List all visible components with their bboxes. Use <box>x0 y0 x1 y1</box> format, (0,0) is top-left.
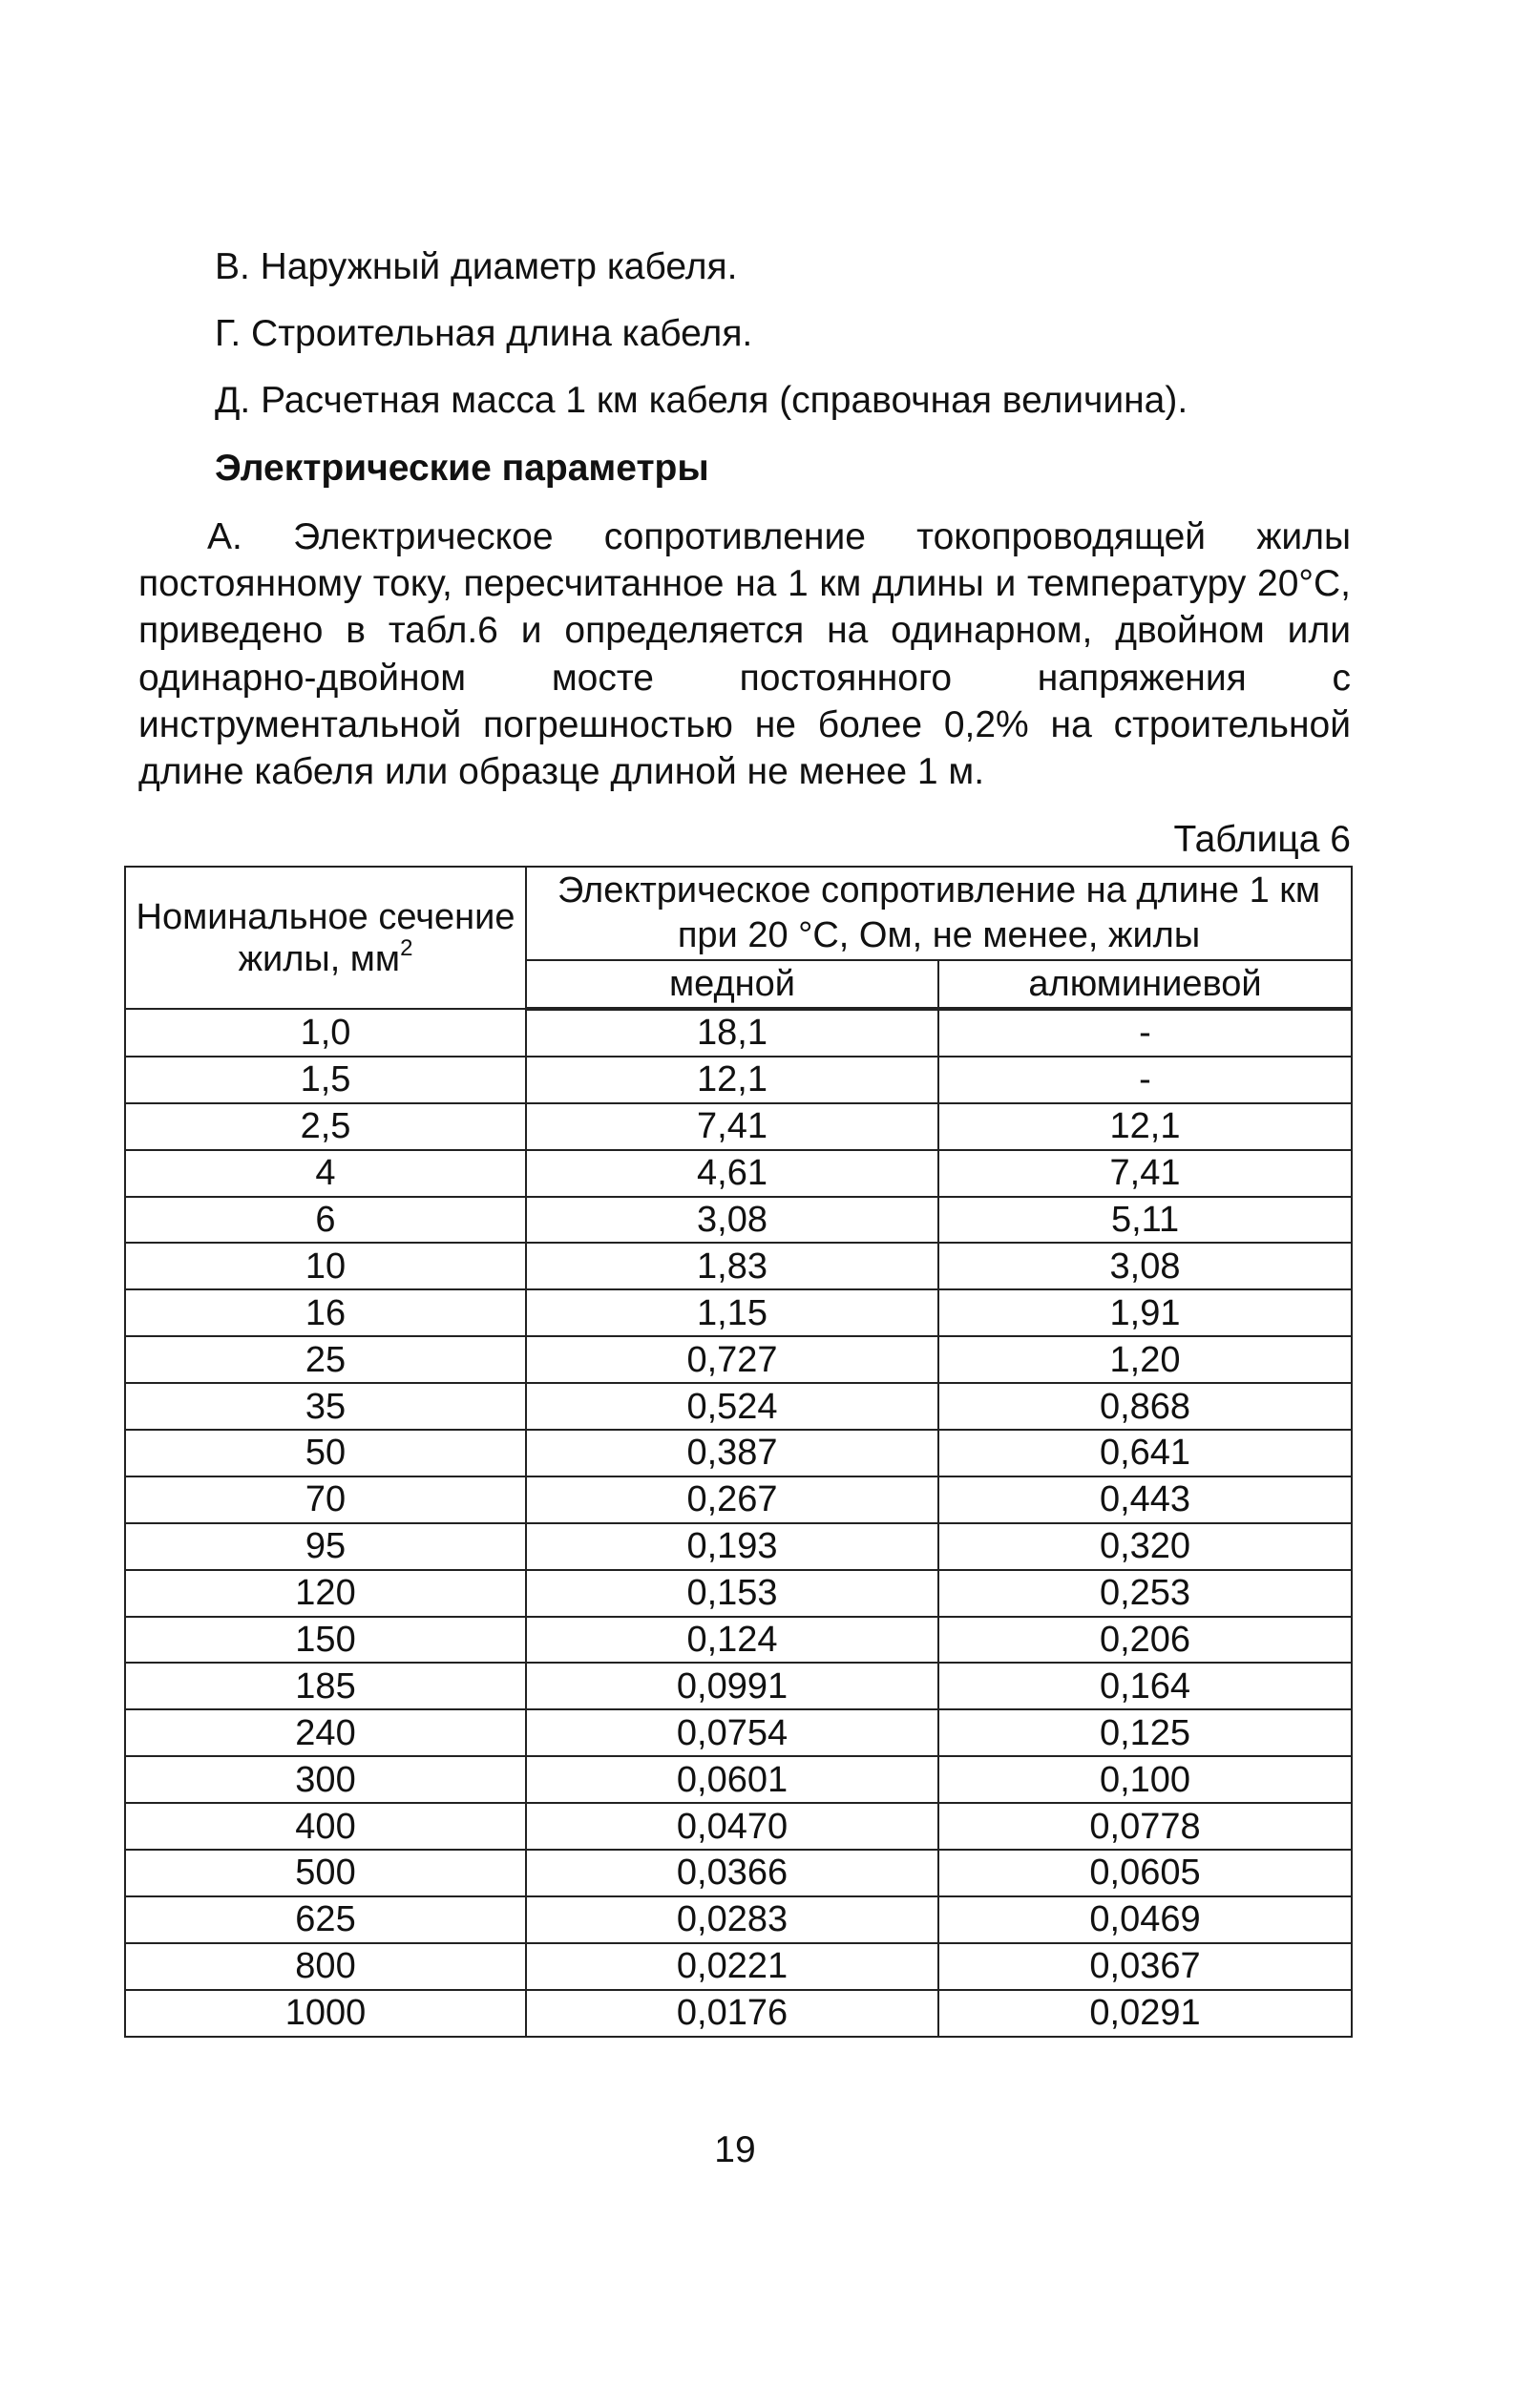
table-row <box>125 1663 1352 1709</box>
header-cross-section-sup: 2 <box>400 934 413 961</box>
table-body <box>125 1009 1352 2037</box>
cell-copper: 0,0601 <box>526 1756 938 1803</box>
table-row <box>125 1523 1352 1570</box>
table-row <box>125 1476 1352 1523</box>
cell-copper: 0,0221 <box>526 1943 938 1990</box>
cell-aluminum: 0,0605 <box>938 1850 1352 1896</box>
cell-aluminum: 3,08 <box>938 1243 1352 1289</box>
table-row <box>125 1570 1352 1617</box>
table-row <box>125 1336 1352 1383</box>
cell-aluminum: 7,41 <box>938 1150 1352 1197</box>
cell-cross-section: 10 <box>125 1243 526 1289</box>
paragraph-text: Электрическое сопротивление токопроводящей жилы постоянному току, пересчитанное на 1 км длины и температуру 20°С, приведено в табл.6 и определяется на одинарном, двойном или одинарно-двойном мосте постоянного напряжения с инструментальной погрешностью не более 0,2% на строительной длине кабеля или образце длиной не менее 1 м. <box>138 516 1351 793</box>
cell-cross-section: 800 <box>125 1943 526 1990</box>
table-row <box>125 1289 1352 1336</box>
cell-aluminum: 1,20 <box>938 1336 1352 1383</box>
cell-copper: 0,0366 <box>526 1850 938 1896</box>
paragraph-marker: А. <box>207 516 242 557</box>
table-row <box>125 1150 1352 1197</box>
cell-aluminum: 12,1 <box>938 1103 1352 1150</box>
cell-aluminum: 0,206 <box>938 1617 1352 1664</box>
cell-cross-section: 6 <box>125 1197 526 1244</box>
cell-copper: 1,15 <box>526 1289 938 1336</box>
cell-aluminum: 0,641 <box>938 1430 1352 1476</box>
header-cross-section <box>125 867 526 1009</box>
cell-copper: 0,0470 <box>526 1803 938 1850</box>
table-row <box>125 1009 1352 1057</box>
cell-copper: 0,267 <box>526 1476 938 1523</box>
cell-copper: 0,0283 <box>526 1896 938 1943</box>
cell-cross-section: 150 <box>125 1617 526 1664</box>
item-outer-diameter: В. Наружный диаметр кабеля. <box>215 246 738 287</box>
cell-copper: 0,0176 <box>526 1990 938 2037</box>
cell-cross-section: 300 <box>125 1756 526 1803</box>
cell-copper: 12,1 <box>526 1057 938 1103</box>
cell-copper: 0,387 <box>526 1430 938 1476</box>
cell-copper: 3,08 <box>526 1197 938 1244</box>
cell-copper: 4,61 <box>526 1150 938 1197</box>
cell-aluminum: 0,0367 <box>938 1943 1352 1990</box>
table-row <box>125 1896 1352 1943</box>
cell-cross-section: 240 <box>125 1709 526 1756</box>
cell-cross-section: 400 <box>125 1803 526 1850</box>
table-row <box>125 1709 1352 1756</box>
header-copper: медной <box>526 960 938 1009</box>
table-row <box>125 1850 1352 1896</box>
table-row <box>125 1990 1352 2037</box>
cell-copper: 0,124 <box>526 1617 938 1664</box>
table-row <box>125 1756 1352 1803</box>
cell-aluminum: 0,320 <box>938 1523 1352 1570</box>
page-number: 19 <box>714 2129 756 2170</box>
header-aluminum: алюминиевой <box>938 960 1352 1009</box>
table-row <box>125 1197 1352 1244</box>
table-row <box>125 1617 1352 1664</box>
cell-aluminum: 0,164 <box>938 1663 1352 1709</box>
cell-aluminum: 0,443 <box>938 1476 1352 1523</box>
table-row <box>125 1057 1352 1103</box>
cell-aluminum: - <box>938 1009 1352 1057</box>
cell-copper: 0,524 <box>526 1383 938 1430</box>
cell-cross-section: 35 <box>125 1383 526 1430</box>
cell-aluminum: 5,11 <box>938 1197 1352 1244</box>
header-cross-section-label: Номинальное сечение жилы, мм <box>136 896 515 979</box>
section-heading: Электрические параметры <box>215 448 709 489</box>
cell-copper: 0,0754 <box>526 1709 938 1756</box>
header-resistance-group: Электрическое сопротивление на длине 1 км при 20 °С, Ом, не менее, жилы <box>526 867 1352 960</box>
cell-copper: 7,41 <box>526 1103 938 1150</box>
cell-cross-section: 625 <box>125 1896 526 1943</box>
table-row <box>125 1103 1352 1150</box>
cell-aluminum: 0,100 <box>938 1756 1352 1803</box>
cell-cross-section: 500 <box>125 1850 526 1896</box>
cell-cross-section: 1,5 <box>125 1057 526 1103</box>
cell-copper: 0,727 <box>526 1336 938 1383</box>
cell-cross-section: 25 <box>125 1336 526 1383</box>
cell-cross-section: 2,5 <box>125 1103 526 1150</box>
table-row <box>125 1803 1352 1850</box>
cell-copper: 0,193 <box>526 1523 938 1570</box>
resistance-table <box>124 866 1353 2038</box>
cell-cross-section: 70 <box>125 1476 526 1523</box>
paragraph-a <box>138 513 1351 795</box>
cell-copper: 0,0991 <box>526 1663 938 1709</box>
table-row <box>125 1943 1352 1990</box>
cell-aluminum: - <box>938 1057 1352 1103</box>
cell-cross-section: 185 <box>125 1663 526 1709</box>
table-row <box>125 1430 1352 1476</box>
cell-aluminum: 0,253 <box>938 1570 1352 1617</box>
item-calculated-mass: Д. Расчетная масса 1 км кабеля (справочная величина). <box>215 380 1188 421</box>
cell-copper: 1,83 <box>526 1243 938 1289</box>
table-row <box>125 1243 1352 1289</box>
cell-aluminum: 1,91 <box>938 1289 1352 1336</box>
cell-copper: 18,1 <box>526 1009 938 1057</box>
item-construction-length: Г. Строительная длина кабеля. <box>215 313 753 354</box>
cell-cross-section: 120 <box>125 1570 526 1617</box>
cell-cross-section: 4 <box>125 1150 526 1197</box>
cell-cross-section: 50 <box>125 1430 526 1476</box>
cell-aluminum: 0,868 <box>938 1383 1352 1430</box>
cell-cross-section: 16 <box>125 1289 526 1336</box>
table-caption: Таблица 6 <box>1173 819 1351 860</box>
cell-cross-section: 1000 <box>125 1990 526 2037</box>
cell-aluminum: 0,0469 <box>938 1896 1352 1943</box>
cell-aluminum: 0,0778 <box>938 1803 1352 1850</box>
table-row <box>125 1383 1352 1430</box>
cell-cross-section: 1,0 <box>125 1009 526 1057</box>
cell-aluminum: 0,125 <box>938 1709 1352 1756</box>
cell-cross-section: 95 <box>125 1523 526 1570</box>
cell-copper: 0,153 <box>526 1570 938 1617</box>
cell-aluminum: 0,0291 <box>938 1990 1352 2037</box>
